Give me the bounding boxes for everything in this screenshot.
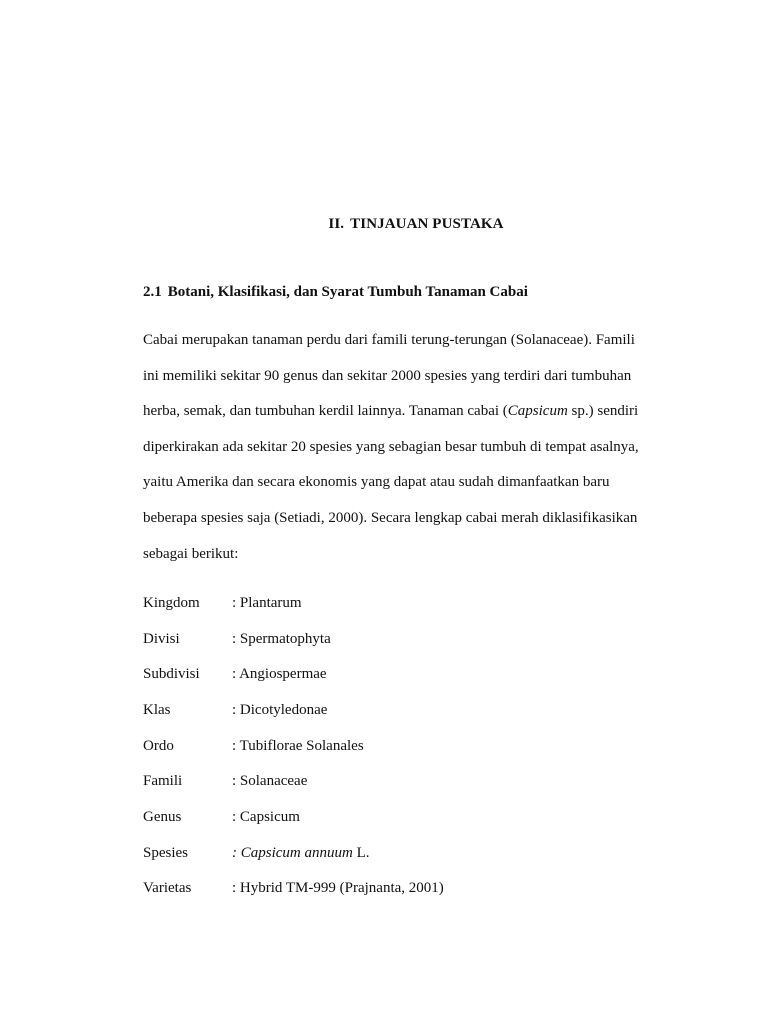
classification-key: Klas [143,702,171,718]
paragraph-line [143,403,638,420]
paragraph-text: sp.) sendiri [567,403,639,419]
classification-key: Kingdom [143,595,200,611]
classification-key: Famili [143,773,183,789]
paragraph-line: sebagai berikut: [143,546,239,562]
classification-key: Ordo [143,738,174,754]
section-heading [143,284,528,301]
chapter-number: II. [328,216,345,232]
chapter-title-text: TINJAUAN PUSTAKA [350,216,504,232]
paragraph-line: ini memiliki sekitar 90 genus dan sekitar 2000 spesies yang terdiri dari tumbuhan [143,368,632,384]
classification-value: : Tubiflorae Solanales [232,738,364,754]
classification-value [232,845,370,862]
paragraph-line: beberapa spesies saja (Setiadi, 2000). Secara lengkap cabai merah diklasifikasikan [143,510,638,526]
classification-key: Genus [143,809,182,825]
paragraph-line: Cabai merupakan tanaman perdu dari famili terung-terungan (Solanaceae). Famili [143,332,635,348]
section-number: 2.1 [143,284,162,300]
paragraph-text: herba, semak, dan tumbuhan kerdil lainnya. Tanaman cabai ( [143,403,508,419]
classification-value: : Hybrid TM-999 (Prajnanta, 2001) [232,880,444,896]
genus-italic: Capsicum [507,403,568,419]
classification-value: : Capsicum [232,809,300,825]
classification-value: : Spermatophyta [232,631,331,647]
classification-value: : Angiospermae [232,666,327,682]
classification-key: Subdivisi [143,666,200,682]
classification-key: Divisi [143,631,180,647]
classification-value: : Dicotyledonae [232,702,328,718]
classification-key: Spesies [143,845,188,861]
chapter-heading [0,216,768,233]
section-title-text: Botani, Klasifikasi, dan Syarat Tumbuh Tanaman Cabai [167,284,528,300]
classification-value: : Solanaceae [232,773,308,789]
paragraph-line: yaitu Amerika dan secara ekonomis yang dapat atau sudah dimanfaatkan baru [143,474,610,490]
classification-value: : Plantarum [232,595,302,611]
species-author: L. [352,845,370,861]
classification-key: Varietas [143,880,192,896]
species-italic: : Capsicum annuum [232,845,353,861]
paragraph-line: diperkirakan ada sekitar 20 spesies yang sebagian besar tumbuh di tempat asalnya, [143,439,639,455]
